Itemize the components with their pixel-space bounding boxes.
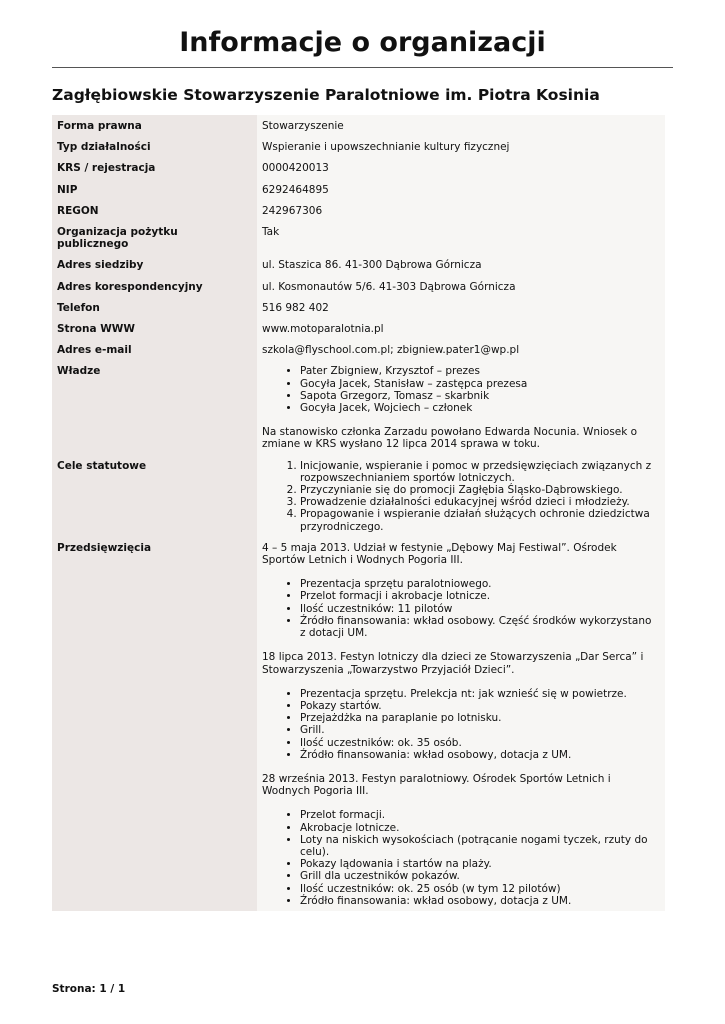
website-value: www.motoparalotnia.pl	[257, 318, 665, 339]
list-item: 2. Przyczynianie się do promocji Zagłębia Śląsko-Dąbrowskiego.	[300, 484, 660, 496]
row-label: REGON	[52, 200, 257, 221]
list-item: • Pater Zbigniew, Krzysztof – prezes	[300, 365, 660, 377]
list-item: • Źródło finansowania: wkład osobowy. Część środków wykorzystano z dotacji UM.	[300, 615, 660, 639]
table-row	[52, 179, 665, 200]
row-value: 0000420013	[257, 157, 665, 178]
list-item: • Sapota Grzegorz, Tomasz – skarbnik	[300, 390, 660, 402]
organization-info-table	[52, 115, 665, 911]
event-description: 4 – 5 maja 2013. Udział w festynie „Dębowy Maj Festiwal”. Ośrodek Sportów Letnich i Wodnych Pogoria III.	[262, 541, 617, 567]
row-label: Adres e-mail	[52, 339, 257, 360]
row-value: 516 982 402	[257, 297, 665, 318]
list-item: • Prezentacja sprzętu paralotniowego.	[300, 578, 660, 590]
row-label: Telefon	[52, 297, 257, 318]
goals-list	[262, 460, 660, 533]
table-row	[52, 115, 665, 136]
email-value: szkola@flyschool.com.pl; zbigniew.pater1@wp.pl	[257, 339, 665, 360]
row-label: Adres korespondencyjny	[52, 276, 257, 297]
table-row	[52, 254, 665, 275]
list-item: • Prezentacja sprzętu. Prelekcja nt: jak wznieść się w powietrze.	[300, 688, 660, 700]
page-title: Informacje o organizacji	[179, 27, 546, 58]
row-label: Organizacja pożytku publicznego	[52, 221, 257, 254]
row-label: Władze	[52, 360, 257, 454]
board-list	[262, 365, 660, 414]
list-item: • Przejażdżka na paraplanie po lotnisku.	[300, 712, 660, 724]
table-row	[52, 339, 665, 360]
row-value: ul. Staszica 86. 41-300 Dąbrowa Górnicza	[257, 254, 665, 275]
list-item: • Źródło finansowania: wkład osobowy, dotacja z UM.	[300, 749, 660, 761]
event-items	[262, 688, 660, 761]
event-items	[262, 809, 660, 907]
list-item: • Przelot formacji i akrobacje lotnicze.	[300, 590, 660, 602]
list-item: • Ilość uczestników: ok. 25 osób (w tym 12 pilotów)	[300, 883, 660, 895]
list-item: 4. Propagowanie i wspieranie działań służących ochronie dziedzictwa przyrodniczego.	[300, 508, 660, 532]
row-label: Strona WWW	[52, 318, 257, 339]
table-row	[52, 297, 665, 318]
row-label: Adres siedziby	[52, 254, 257, 275]
row-label: Typ działalności	[52, 136, 257, 157]
row-label: KRS / rejestracja	[52, 157, 257, 178]
list-item: • Pokazy startów.	[300, 700, 660, 712]
list-item: • Grill.	[300, 724, 660, 736]
board-members	[257, 360, 665, 454]
list-item: • Gocyła Jacek, Stanisław – zastępca prezesa	[300, 378, 660, 390]
list-item: • Loty na niskich wysokościach (potrącanie nogami tyczek, rzuty do celu).	[300, 834, 660, 858]
row-value: 6292464895	[257, 179, 665, 200]
list-item: • Grill dla uczestników pokazów.	[300, 870, 660, 882]
list-item: 1. Inicjowanie, wspieranie i pomoc w przedsięwzięciach związanych z rozpowszechnianiem sportów lotniczych.	[300, 460, 660, 484]
table-row	[52, 136, 665, 157]
board-note: Na stanowisko członka Zarzadu powołano Edwarda Nocunia. Wniosek o zmiane w KRS wysłano 12 lipca 2014 sprawa w toku.	[262, 426, 638, 451]
row-label: Cele statutowe	[52, 455, 257, 537]
table-row	[52, 200, 665, 221]
list-item: • Pokazy lądowania i startów na plaży.	[300, 858, 660, 870]
table-row	[52, 221, 665, 254]
organization-name: Zagłębiowskie Stowarzyszenie Paralotniowe im. Piotra Kosinia	[52, 86, 600, 104]
table-row	[52, 455, 665, 537]
table-row	[52, 276, 665, 297]
list-item: • Gocyła Jacek, Wojciech – członek	[300, 402, 660, 414]
page-number: Strona: 1 / 1	[52, 983, 126, 995]
event-items	[262, 578, 660, 639]
list-item: • Przelot formacji.	[300, 809, 660, 821]
table-row	[52, 318, 665, 339]
table-row	[52, 360, 665, 454]
row-value: 242967306	[257, 200, 665, 221]
title-divider	[52, 67, 673, 68]
event-description: 28 września 2013. Festyn paralotniowy. Ośrodek Sportów Letnich i Wodnych Pogoria III.	[262, 772, 611, 798]
table-row	[52, 537, 665, 911]
list-item: • Źródło finansowania: wkład osobowy, dotacja z UM.	[300, 895, 660, 907]
statutory-goals	[257, 455, 665, 537]
row-label: Przedsięwzięcia	[52, 537, 257, 911]
table-row	[52, 157, 665, 178]
row-label: NIP	[52, 179, 257, 200]
row-value: Tak	[257, 221, 665, 254]
event-description: 18 lipca 2013. Festyn lotniczy dla dzieci ze Stowarzyszenia „Dar Serca” i Stowarzyszenia „Towarzystwo Przyjaciół Dzieci”.	[262, 651, 644, 676]
row-value: Wspieranie i upowszechnianie kultury fizycznej	[257, 136, 665, 157]
events	[257, 537, 665, 911]
list-item: • Ilość uczestników: ok. 35 osób.	[300, 737, 660, 749]
row-label: Forma prawna	[52, 115, 257, 136]
row-value: ul. Kosmonautów 5/6. 41-303 Dąbrowa Górnicza	[257, 276, 665, 297]
list-item: • Ilość uczestników: 11 pilotów	[300, 603, 660, 615]
list-item: • Akrobacje lotnicze.	[300, 822, 660, 834]
row-value: Stowarzyszenie	[257, 115, 665, 136]
list-item: 3. Prowadzenie działalności edukacyjnej wśród dzieci i młodzieży.	[300, 496, 660, 508]
